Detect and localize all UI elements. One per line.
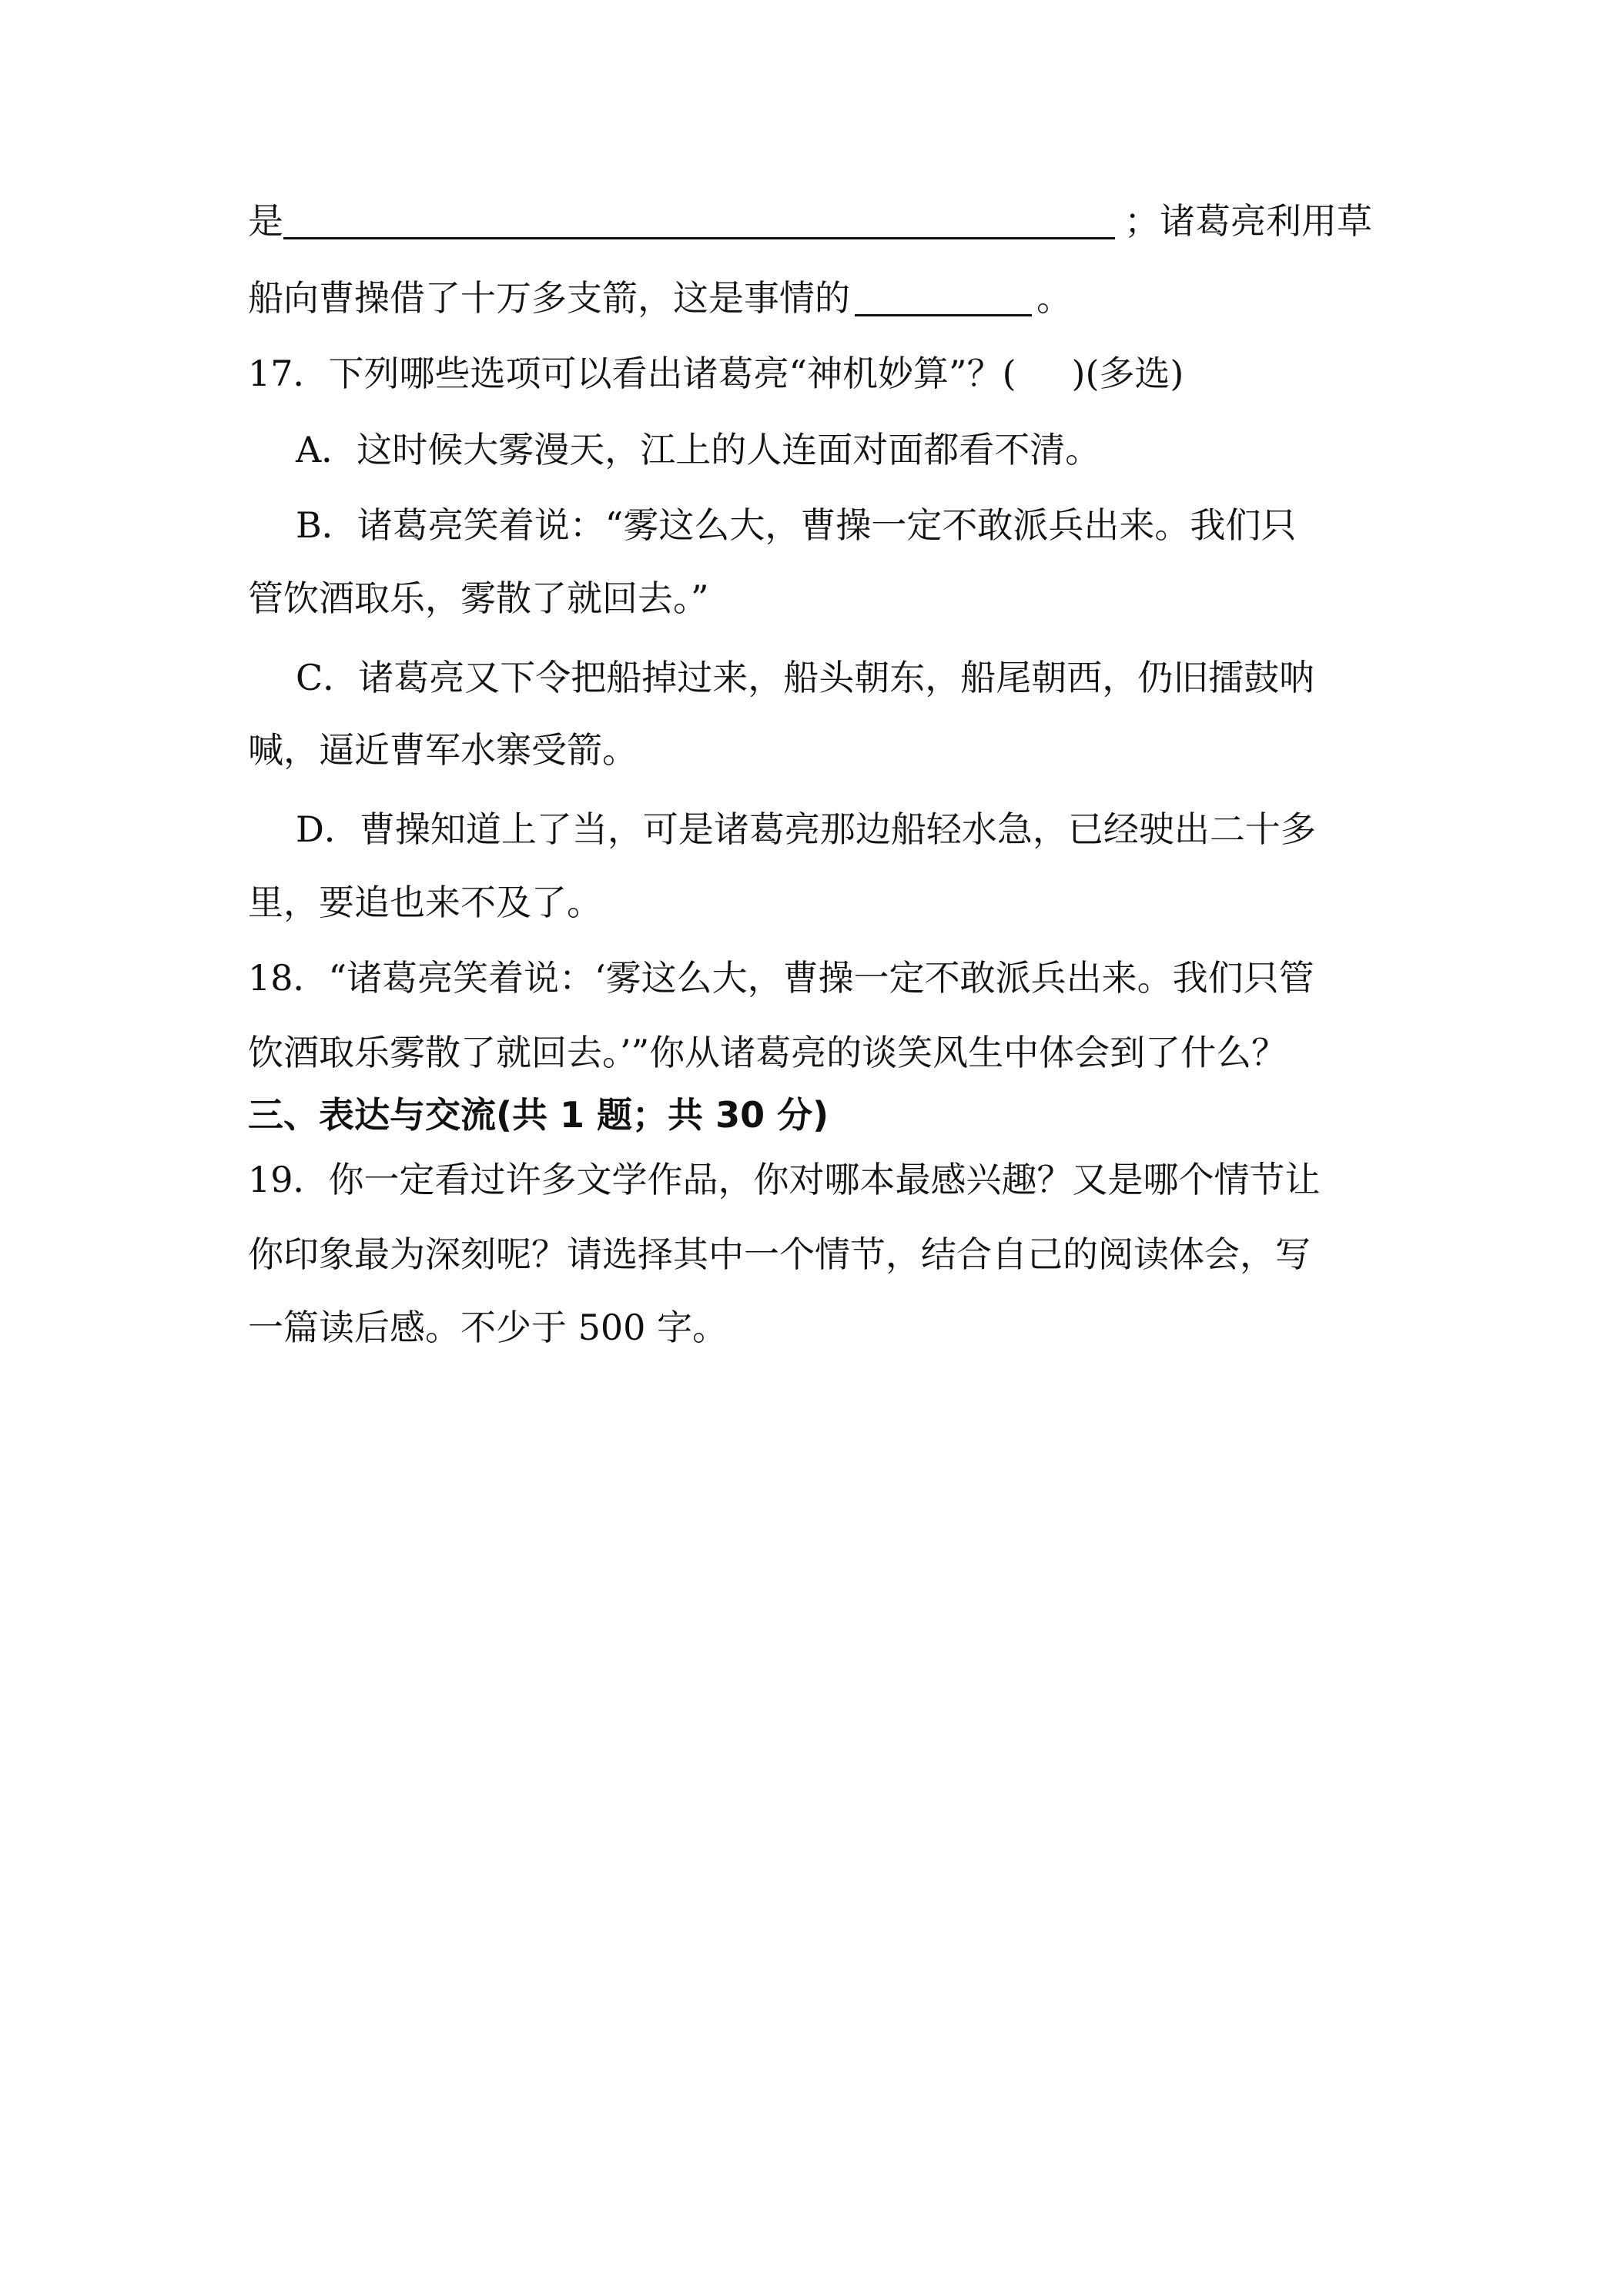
section-3-heading <box>248 1092 1403 1138</box>
q17-question-prefix: 17．下列哪些选项可以看出诸葛亮“神机妙算”？( <box>248 353 1016 394</box>
q17-option-d-text-2: 里，要追也来不及了。 <box>248 882 602 923</box>
q19-text-1: 19．你一定看过许多文学作品，你对哪本最感兴趣？又是哪个情节让 <box>248 1159 1321 1200</box>
q17-option-b-text-1: B．诸葛亮笑着说：“雾这么大，曹操一定不敢派兵出来。我们只 <box>296 504 1297 546</box>
q16-line-1 <box>248 198 1403 244</box>
q17-question-suffix: )(多选) <box>1071 353 1184 394</box>
q17-option-a <box>296 427 1451 473</box>
answer-blank-short[interactable] <box>855 277 1032 316</box>
q17-option-c-line-1 <box>296 654 1451 701</box>
q17-question <box>248 350 1403 397</box>
q17-option-c-text-2: 喊，逼近曹军水寨受箭。 <box>248 729 638 771</box>
answer-blank-long[interactable] <box>283 200 1115 239</box>
q18-text-1: 18．“诸葛亮笑着说：‘雾这么大，曹操一定不敢派兵出来。我们只管 <box>248 957 1314 999</box>
q19-line-1 <box>248 1156 1403 1203</box>
q19-line-3 <box>248 1304 1403 1350</box>
q17-option-b-line-2 <box>248 575 1403 621</box>
q16-line-2 <box>248 275 1403 321</box>
q18-line-1 <box>248 955 1403 1001</box>
q19-text-2: 你印象最为深刻呢？请选择其中一个情节，结合自己的阅读体会，写 <box>248 1233 1311 1275</box>
q17-option-d-text-1: D．曹操知道上了当，可是诸葛亮那边船轻水急，已经驶出二十多 <box>296 808 1316 850</box>
q17-option-b-line-1 <box>296 502 1451 548</box>
section-3-heading-text: 三、表达与交流(共 1 题；共 30 分) <box>248 1094 829 1136</box>
q17-option-c-line-2 <box>248 727 1403 773</box>
q16-line2-prefix: 船向曹操借了十万多支箭，这是事情的 <box>248 277 850 319</box>
q17-option-d-line-2 <box>248 879 1403 925</box>
q17-option-a-text: A．这时候大雾漫天，江上的人连面对面都看不清。 <box>296 429 1101 470</box>
q16-line1-suffix: ；诸葛亮利用草 <box>1124 200 1372 242</box>
q17-option-c-text-1: C．诸葛亮又下令把船掉过来，船头朝东，船尾朝西，仍旧擂鼓呐 <box>296 657 1315 698</box>
q19-text-3: 一篇读后感。不少于 500 字。 <box>248 1307 728 1348</box>
q16-line1-prefix: 是 <box>248 200 283 242</box>
q18-text-2: 饮酒取乐雾散了就回去。’”你从诸葛亮的谈笑风生中体会到了什么？ <box>248 1032 1287 1073</box>
q17-option-d-line-1 <box>296 806 1451 852</box>
q16-line2-suffix: 。 <box>1036 277 1072 319</box>
q18-line-2 <box>248 1029 1403 1076</box>
q17-option-b-text-2: 管饮酒取乐，雾散了就回去。” <box>248 577 709 619</box>
q19-line-2 <box>248 1231 1403 1277</box>
